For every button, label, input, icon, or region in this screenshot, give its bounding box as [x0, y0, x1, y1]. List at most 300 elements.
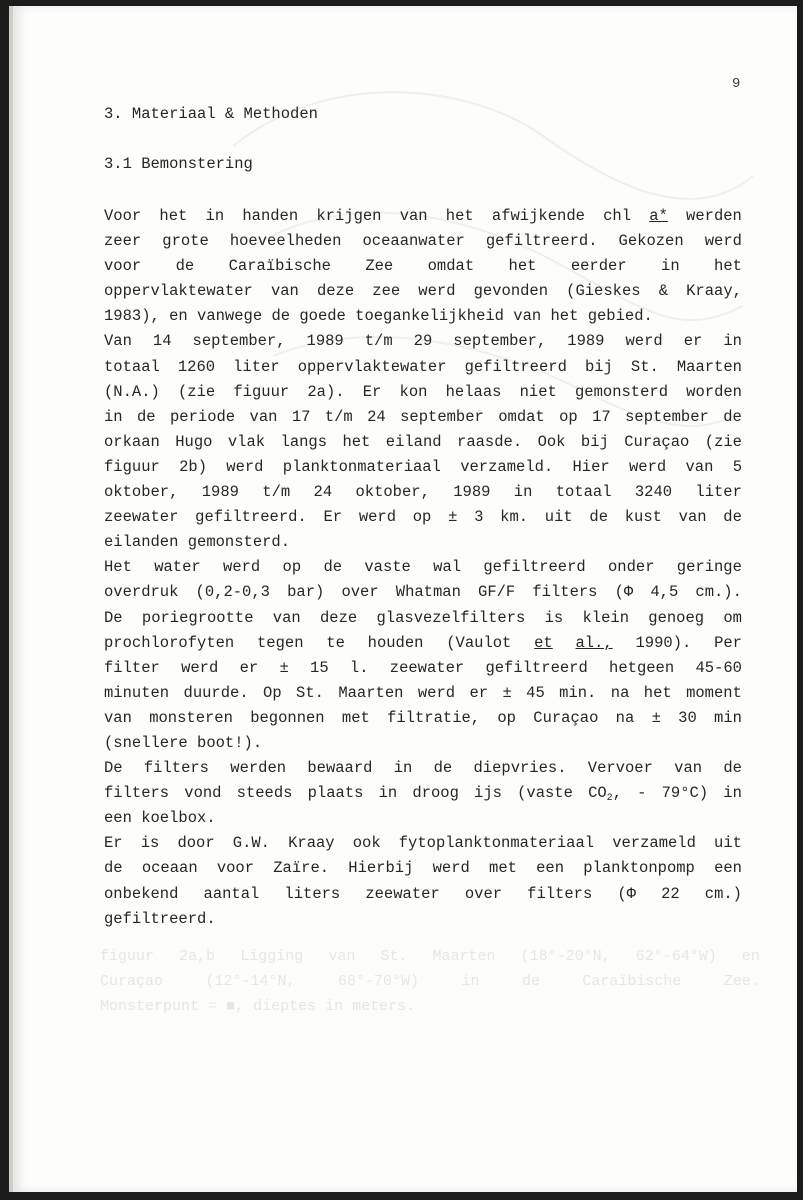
word: grote — [162, 232, 209, 251]
text-line — [104, 856, 742, 881]
word: over — [464, 884, 503, 903]
faded-line — [100, 944, 760, 969]
word: werd — [418, 282, 456, 301]
word: cm.). — [695, 583, 742, 602]
word: het — [508, 257, 537, 276]
body-text — [104, 204, 742, 932]
word: oktober, — [355, 483, 430, 502]
word: van — [104, 708, 132, 727]
word: vanwege — [197, 307, 263, 326]
word: prochlorofyten — [104, 633, 235, 652]
word: ± — [279, 658, 289, 677]
word: chl — [603, 207, 632, 225]
word: met — [341, 708, 370, 727]
word: en — [741, 948, 760, 965]
word: Er — [362, 382, 382, 401]
word: 17 — [291, 407, 311, 426]
word: gefiltreerd. — [104, 909, 216, 928]
word: Hierbij — [348, 859, 414, 878]
text-line — [104, 204, 742, 229]
word: oceaanwater — [362, 232, 465, 251]
word: oceaan — [141, 859, 198, 878]
word: filter — [104, 658, 160, 677]
word: in — [513, 483, 533, 502]
word: het — [643, 683, 672, 702]
word: onbekend — [104, 884, 179, 903]
word: september — [625, 407, 709, 426]
word: werd — [432, 859, 470, 878]
word: van — [685, 457, 714, 476]
word: filters — [104, 784, 170, 803]
word: diepvries. — [473, 759, 567, 778]
word: werd — [625, 332, 663, 351]
word: filtratie, — [387, 708, 481, 727]
word: een — [104, 809, 132, 828]
word: in — [723, 784, 742, 803]
word: 45-60 — [695, 658, 742, 677]
word: op — [412, 508, 432, 527]
word: uit — [714, 834, 742, 853]
word: 3 — [474, 508, 484, 527]
word: bewaard — [307, 759, 373, 778]
word: van — [399, 207, 428, 225]
text-line — [104, 254, 742, 279]
word: ± — [651, 708, 661, 727]
word: St. — [296, 683, 324, 702]
word: St. — [380, 948, 408, 965]
word: boot!). — [197, 733, 263, 752]
word: is — [544, 608, 564, 627]
word: Monsterpunt — [100, 998, 200, 1015]
word: zeewater — [104, 508, 179, 527]
text-line — [104, 706, 742, 731]
word: helaas — [445, 382, 502, 401]
word: totaal — [104, 357, 160, 376]
text-line — [104, 480, 742, 505]
text-line — [104, 355, 742, 380]
word: Kraay, — [686, 282, 742, 301]
word: Gekozen — [618, 232, 684, 251]
word: G.W. — [232, 834, 270, 853]
word: verzameld — [612, 834, 696, 853]
word: deze — [319, 608, 358, 627]
word: Er — [104, 834, 123, 853]
word: kust — [624, 508, 662, 527]
word: filters — [532, 583, 598, 602]
word: Caraïbische — [228, 257, 331, 276]
word: 5 — [732, 457, 742, 476]
word: in — [723, 332, 742, 351]
word: is — [140, 834, 160, 853]
word: Ligging — [240, 948, 304, 965]
word: handen — [242, 207, 299, 225]
word: er — [683, 332, 703, 351]
word: 24 — [367, 407, 386, 426]
word: in — [393, 759, 413, 778]
word: Voor — [104, 207, 142, 225]
word: werd — [629, 457, 667, 476]
word: & — [658, 282, 668, 301]
text-line — [104, 731, 742, 756]
word: (18°-20°N, — [520, 948, 611, 965]
word: eiland — [385, 432, 442, 451]
word: l. — [349, 658, 369, 677]
word: periode — [170, 407, 236, 426]
word: 1983), — [104, 307, 160, 326]
word: gefiltreerd — [483, 558, 586, 577]
word: van — [328, 948, 356, 965]
word: 4,5 — [650, 583, 679, 602]
word: totaal — [555, 483, 612, 502]
word: het — [550, 307, 579, 326]
word: hoeveelheden — [229, 232, 342, 251]
word: meters. — [352, 998, 416, 1015]
word: werd — [226, 457, 264, 476]
word: et — [534, 633, 553, 652]
text-line — [104, 555, 742, 580]
word: te — [326, 633, 345, 652]
word: figuur — [104, 457, 160, 476]
word: er — [239, 658, 259, 677]
word: het — [714, 257, 742, 276]
text-line — [104, 329, 742, 354]
word: km. — [500, 508, 529, 527]
word: gemonsterd. — [187, 533, 291, 552]
word: Zee — [365, 257, 394, 276]
word: afwijkende — [491, 207, 585, 225]
word: filters — [143, 759, 209, 778]
word: al., — [575, 633, 613, 652]
word: kon — [399, 382, 428, 401]
word: tegen — [257, 633, 304, 652]
word: op — [497, 708, 516, 727]
word: wal — [433, 558, 462, 577]
text-line — [104, 606, 742, 631]
word: ijs — [474, 784, 502, 803]
word: op — [282, 558, 302, 577]
word: 68°-70°W) — [337, 973, 419, 990]
word: hetgeen — [609, 658, 675, 677]
word: werd — [181, 658, 219, 677]
word: figuur — [100, 948, 155, 965]
word: de — [137, 407, 156, 426]
word: begonnen — [250, 708, 325, 727]
word: Hugo — [175, 432, 213, 451]
word: klein — [582, 608, 629, 627]
word: t/m — [324, 407, 353, 426]
word: gevonden — [473, 282, 549, 301]
word: 62°-64°W) — [635, 948, 717, 965]
word: worden — [686, 382, 742, 401]
word: werd — [704, 232, 742, 251]
word: Van — [104, 332, 132, 351]
section-heading: 3. Materiaal & Methoden — [104, 105, 318, 123]
word: Hier — [572, 457, 610, 476]
word: Zee. — [723, 973, 760, 990]
word: in — [205, 207, 225, 225]
text-line — [104, 781, 742, 806]
text-line — [104, 806, 742, 831]
word: de — [323, 558, 343, 577]
text-line — [104, 430, 742, 455]
page-number: 9 — [732, 76, 741, 92]
text-line — [104, 907, 742, 932]
word: werden — [686, 207, 742, 225]
word: planktonpomp — [583, 859, 695, 878]
word: Het — [104, 558, 132, 577]
text-line — [104, 831, 742, 856]
text-line — [104, 380, 742, 405]
word: 22 — [661, 884, 680, 903]
word: (Vaulot — [446, 633, 512, 652]
word: in — [325, 998, 344, 1015]
word: en — [169, 307, 188, 326]
word: = — [208, 998, 218, 1015]
word: van — [249, 407, 278, 426]
word: werd — [358, 508, 397, 527]
bleed-through-caption — [100, 944, 760, 1019]
word: zeewater — [389, 658, 465, 677]
word: 3240 — [634, 483, 673, 502]
word: genoeg — [648, 608, 705, 627]
word: Ook — [537, 432, 566, 451]
word: GF/F — [478, 583, 516, 602]
word: in — [104, 407, 123, 426]
word: een — [536, 859, 565, 878]
word: gebied. — [587, 307, 653, 326]
word: - — [637, 784, 647, 803]
word: gefiltreerd — [485, 658, 588, 677]
word: min. — [559, 683, 597, 702]
word: Vervoer — [587, 759, 653, 778]
word: voor — [104, 257, 142, 276]
word: 45 — [526, 683, 545, 702]
word: moment — [686, 683, 742, 702]
word: eilanden — [104, 533, 179, 552]
word: Kraay — [288, 834, 335, 853]
word: (zie — [177, 382, 216, 401]
word: met — [489, 859, 517, 878]
word: om — [723, 608, 742, 627]
word: Maarten — [432, 948, 496, 965]
word: op — [559, 407, 578, 426]
word: dieptes — [253, 998, 317, 1015]
word: koelbox. — [141, 809, 216, 828]
text-line — [104, 530, 742, 555]
word: er — [469, 683, 489, 702]
word: in — [461, 973, 480, 990]
word: het — [342, 432, 371, 451]
text-line — [104, 279, 742, 304]
word: krijgen — [316, 207, 382, 225]
word: orkaan — [104, 432, 160, 451]
word: liter — [233, 357, 280, 376]
word: Whatman — [395, 583, 461, 602]
word: Caraïbische — [582, 973, 682, 990]
word: van — [513, 307, 542, 326]
word: in — [661, 257, 680, 276]
word: na — [615, 708, 635, 727]
word: Curaçao — [533, 708, 599, 727]
word: $CO_2$, — [588, 784, 622, 805]
word: het — [445, 207, 474, 225]
text-line — [104, 756, 742, 781]
word: 30 — [678, 708, 697, 727]
word: het — [159, 207, 188, 225]
word: verzameld. — [460, 457, 554, 476]
word: gefiltreerd. — [485, 232, 598, 251]
word: t/m — [364, 332, 393, 351]
word: 2a). — [307, 382, 345, 401]
word: ± — [448, 508, 458, 527]
word: gefiltreerd — [464, 357, 567, 376]
word: 14 — [152, 332, 172, 351]
word: (Φ — [614, 583, 634, 602]
word: Curaçao — [100, 973, 164, 990]
word: 1990). — [635, 633, 692, 652]
word: (Gieskes — [566, 282, 641, 301]
word: a* — [649, 207, 668, 225]
word: werd — [417, 683, 456, 702]
word: (0,2-0,3 — [195, 583, 270, 602]
word: 2b) — [179, 457, 207, 476]
word: de — [521, 973, 540, 990]
word: fytoplanktonmateriaal — [398, 834, 595, 853]
word: liters — [284, 884, 341, 903]
word: goede — [299, 307, 346, 326]
word: vaste — [364, 558, 411, 577]
word: minuten — [104, 683, 170, 702]
word: in — [378, 784, 398, 803]
word: vlak — [227, 432, 266, 451]
word: september, — [192, 332, 286, 351]
word: (N.A.) — [104, 382, 160, 401]
word: voor — [216, 859, 255, 878]
word: gemonsterd — [574, 382, 668, 401]
word: Er — [323, 508, 343, 527]
word: 1989 — [453, 483, 491, 502]
word: van — [270, 282, 299, 301]
word: De — [104, 759, 123, 778]
word: steeds — [236, 784, 293, 803]
text-line — [104, 505, 742, 530]
word: figuur — [233, 382, 290, 401]
word: Maarten — [676, 357, 742, 376]
word: toegankelijkheid — [355, 307, 504, 326]
word: (Φ — [617, 884, 636, 903]
word: oktober, — [104, 483, 179, 502]
word: raasde. — [457, 432, 523, 451]
word: 15 — [310, 658, 329, 677]
word: St. — [630, 357, 659, 376]
word: Zaïre. — [273, 859, 330, 878]
word: liter — [695, 483, 742, 502]
word: van — [674, 759, 703, 778]
word: door — [177, 834, 215, 853]
text-line — [104, 229, 742, 254]
word: oppervlaktewater — [297, 357, 447, 376]
word: poriegrootte — [141, 608, 254, 627]
word: ook — [352, 834, 381, 853]
word: van — [272, 608, 301, 627]
word: september, — [453, 332, 547, 351]
word: de — [104, 859, 123, 878]
word: ± — [502, 683, 512, 702]
word: niet — [519, 382, 557, 401]
word: gefiltreerd. — [195, 508, 307, 527]
word: water — [154, 558, 201, 577]
word: Per — [714, 633, 742, 652]
word: de — [723, 407, 742, 426]
word: droog — [412, 784, 459, 803]
word: september — [400, 407, 484, 426]
word: langs — [280, 432, 328, 451]
word: (vaste — [517, 784, 573, 803]
word: na — [610, 683, 630, 702]
word: min — [714, 708, 742, 727]
text-line — [104, 882, 742, 907]
text-line — [104, 304, 742, 329]
text-line — [104, 631, 742, 656]
word: 1989 — [201, 483, 239, 502]
word: monsteren — [149, 708, 233, 727]
subsection-heading: 3.1 Bemonstering — [104, 155, 253, 173]
word: geringe — [676, 558, 742, 577]
word: (snellere — [104, 733, 188, 752]
word: de — [271, 307, 291, 326]
word: (12°-14°N, — [205, 973, 296, 990]
text-line — [104, 580, 742, 605]
word: de — [433, 759, 453, 778]
word: glasvezelfilters — [376, 608, 526, 627]
word: zee — [372, 282, 401, 301]
word: de — [723, 508, 742, 527]
word: eerder — [570, 257, 627, 276]
text-line — [104, 405, 742, 430]
word: zeewater — [365, 884, 440, 903]
word: onder — [607, 558, 655, 577]
word: van — [678, 508, 707, 527]
word: Op — [263, 683, 282, 702]
word: over — [341, 583, 379, 602]
word: bij — [584, 357, 613, 376]
word: uit — [544, 508, 573, 527]
word: 1989 — [306, 332, 344, 351]
word: vond — [184, 784, 222, 803]
word: aantal — [203, 884, 260, 903]
word: omdat — [427, 257, 475, 276]
word: Curaçao — [624, 432, 690, 451]
faded-line — [100, 994, 760, 1019]
word: de — [589, 508, 608, 527]
word: werd — [223, 558, 261, 577]
word: t/m — [262, 483, 291, 502]
word: de — [723, 759, 742, 778]
word: 2a,b — [179, 948, 216, 965]
word: plaats — [307, 784, 364, 803]
word: zeer — [104, 232, 142, 251]
word: filters — [527, 884, 593, 903]
word: 79°C) — [661, 784, 709, 803]
word: de — [175, 257, 195, 276]
word: Maarten — [338, 683, 404, 702]
word: bij — [580, 432, 609, 451]
word: 24 — [313, 483, 333, 502]
word: De — [104, 608, 123, 627]
word: cm.) — [704, 884, 742, 903]
word: 29 — [413, 332, 433, 351]
word: houden — [367, 633, 424, 652]
